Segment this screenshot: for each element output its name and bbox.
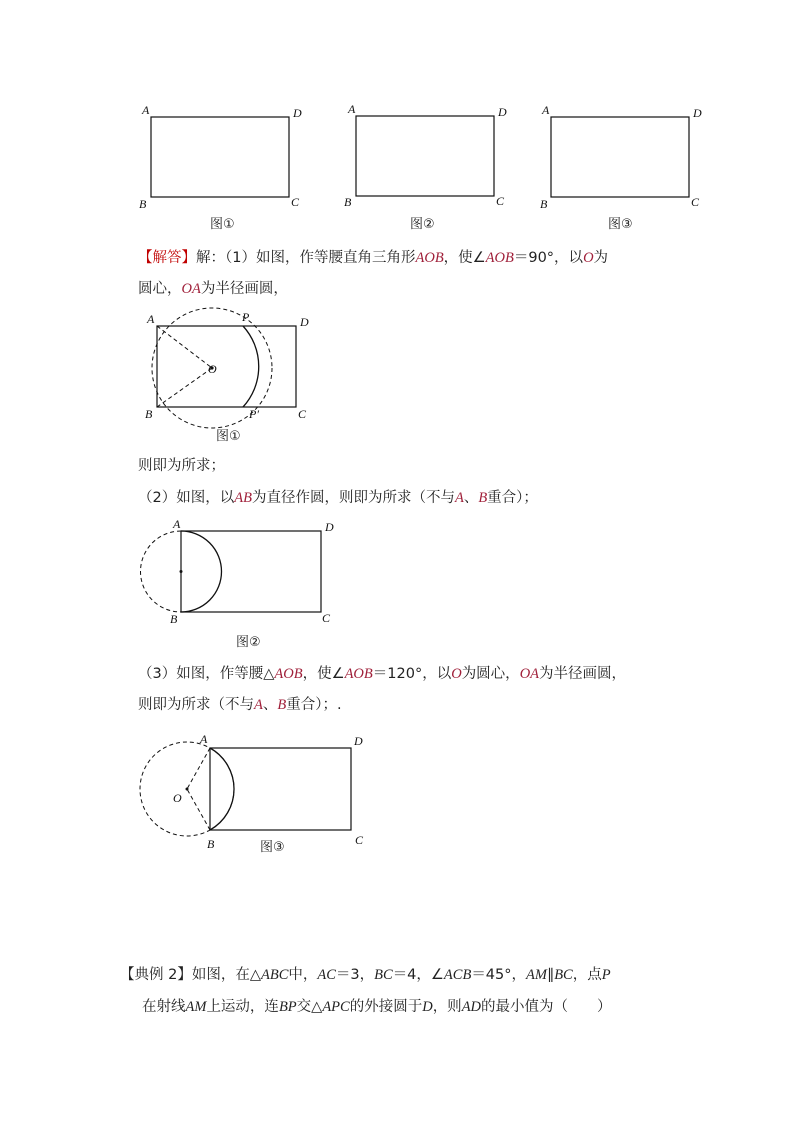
segment-OB: [187, 789, 210, 830]
label-A: A: [173, 517, 181, 531]
label-B: B: [540, 197, 548, 211]
label-B: B: [139, 197, 147, 211]
label-C: C: [496, 194, 505, 208]
label-O: O: [208, 362, 217, 376]
label-C: C: [355, 833, 364, 847]
label-D: D: [354, 734, 363, 748]
label-B: B: [145, 407, 153, 421]
solid-arc: [210, 748, 234, 830]
label-A: A: [348, 102, 356, 116]
label-A: A: [200, 732, 208, 746]
figure-caption: 图①: [210, 217, 235, 232]
segment-OB: [157, 368, 212, 407]
label-A: A: [147, 312, 155, 326]
figure-caption: 图②: [410, 217, 435, 232]
figure-caption: 图③: [260, 840, 285, 855]
point-O: [186, 788, 189, 791]
rectangle: [356, 116, 494, 196]
top-figure-2: [344, 102, 507, 232]
figure-caption: 图③: [608, 217, 633, 232]
label-B: B: [344, 195, 352, 209]
result-line-1: 则即为所求；: [138, 458, 225, 474]
answer-line-1: 【解答】解：（1）如图，作等腰直角三角形AOB，使∠AOB＝90°，以O为: [138, 250, 609, 266]
rectangle: [151, 117, 289, 197]
answer-tag: 【解答】: [138, 250, 196, 266]
rectangle: [157, 326, 296, 407]
label-D: D: [693, 106, 702, 120]
label-O: O: [173, 791, 182, 805]
label-D: D: [300, 315, 309, 329]
label-B: B: [207, 837, 215, 851]
top-figures: [0, 95, 794, 240]
top-figure-3: [540, 103, 702, 232]
rectangle: [181, 531, 321, 612]
solution-figure-1: [130, 306, 320, 446]
segment-OA: [187, 748, 210, 789]
example-line-1: 【典例 2】如图，在△ABC中，AC＝3，BC＝4，∠ACB＝45°，AM∥BC，点P: [120, 967, 611, 983]
answer-part-3-line-2: 则即为所求（不与A、B重合）；.: [138, 697, 342, 713]
label-C: C: [322, 611, 331, 625]
figure-caption: 图①: [216, 429, 241, 444]
answer-part-3-line-1: （3）如图，作等腰△AOB，使∠AOB＝120°，以O为圆心，OA为半径画圆，: [138, 666, 627, 682]
label-C: C: [291, 195, 300, 209]
label-D: D: [293, 106, 302, 120]
solid-semicircle: [181, 531, 222, 612]
label-B: B: [170, 612, 178, 626]
example-line-2: 在射线AM上运动，连BP交△APC的外接圆于D，则AD的最小值为（ ）: [142, 999, 612, 1015]
example-tag: 【典例 2】: [120, 967, 192, 983]
solid-arc: [243, 326, 259, 407]
top-figure-1: [139, 103, 302, 232]
label-P: P: [242, 310, 250, 324]
rectangle: [210, 748, 351, 830]
label-D: D: [325, 520, 334, 534]
label-D: D: [498, 105, 507, 119]
label-C: C: [298, 407, 307, 421]
solution-figure-2: [130, 512, 350, 657]
answer-part-2: （2）如图，以AB为直径作圆，则即为所求（不与A、B重合）；: [138, 490, 538, 506]
answer-line-2: 圆心，OA为半径画圆，: [138, 281, 288, 297]
solution-figure-3: [130, 728, 380, 858]
label-C: C: [691, 195, 700, 209]
rectangle: [551, 117, 689, 197]
dashed-semicircle: [141, 531, 182, 612]
figure-caption: 图②: [236, 635, 261, 650]
center-point: [180, 570, 183, 573]
segment-OA: [157, 326, 212, 368]
label-P-prime: P′: [249, 407, 259, 421]
label-A: A: [542, 103, 550, 117]
label-A: A: [142, 103, 150, 117]
